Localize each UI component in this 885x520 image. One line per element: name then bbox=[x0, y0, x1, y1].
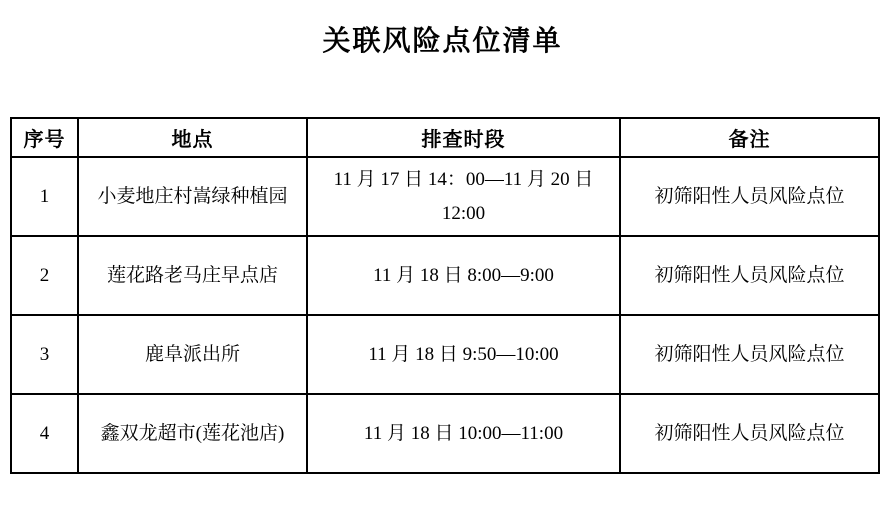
cell-remarks: 初筛阳性人员风险点位 bbox=[620, 157, 879, 236]
risk-points-table bbox=[10, 117, 880, 474]
cell-serial-number: 3 bbox=[11, 315, 78, 394]
header-remarks: 备注 bbox=[620, 118, 879, 157]
cell-location: 小麦地庄村嵩绿种植园 bbox=[78, 157, 307, 236]
time-line-1: 11 月 18 日 9:50—10:00 bbox=[368, 343, 559, 365]
header-location: 地点 bbox=[78, 118, 307, 157]
cell-time-period bbox=[307, 157, 620, 236]
cell-location: 鹿阜派出所 bbox=[78, 315, 307, 394]
table-row bbox=[11, 236, 879, 315]
table-row bbox=[11, 394, 879, 473]
table-row bbox=[11, 315, 879, 394]
time-line-1: 11 月 17 日 14：00—11 月 20 日 bbox=[333, 168, 594, 190]
cell-serial-number: 1 bbox=[11, 157, 78, 236]
cell-location: 莲花路老马庄早点店 bbox=[78, 236, 307, 315]
time-line-2: 12:00 bbox=[441, 202, 486, 224]
cell-time-period bbox=[307, 236, 620, 315]
cell-time-period bbox=[307, 315, 620, 394]
header-serial-number: 序号 bbox=[11, 118, 78, 157]
table-row bbox=[11, 157, 879, 236]
time-line-1: 11 月 18 日 10:00—11:00 bbox=[363, 422, 564, 444]
cell-time-period bbox=[307, 394, 620, 473]
cell-remarks: 初筛阳性人员风险点位 bbox=[620, 394, 879, 473]
table-header-row bbox=[11, 118, 879, 157]
cell-serial-number: 4 bbox=[11, 394, 78, 473]
header-time-period: 排查时段 bbox=[307, 118, 620, 157]
cell-remarks: 初筛阳性人员风险点位 bbox=[620, 236, 879, 315]
time-line-1: 11 月 18 日 8:00—9:00 bbox=[373, 264, 554, 286]
cell-location: 鑫双龙超市(莲花池店) bbox=[78, 394, 307, 473]
cell-remarks: 初筛阳性人员风险点位 bbox=[620, 315, 879, 394]
page-title: 关联风险点位清单 bbox=[322, 25, 563, 56]
cell-serial-number: 2 bbox=[11, 236, 78, 315]
